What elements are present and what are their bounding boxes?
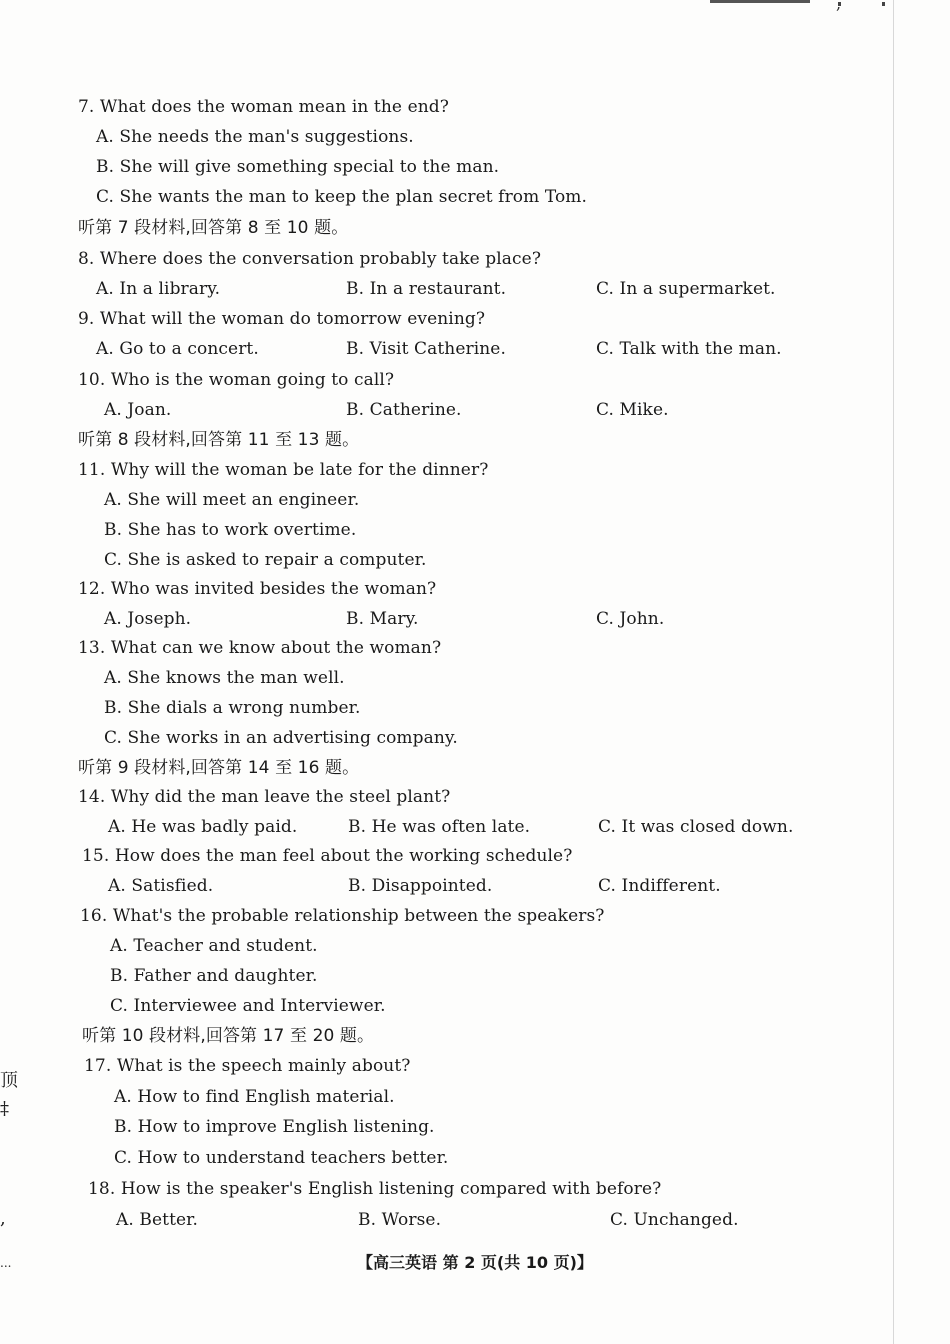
question-10-option-a: A. Joan. <box>104 400 172 420</box>
section-heading-7: 听第 7 段材料,回答第 8 至 10 题。 <box>78 218 349 238</box>
question-17-option-c: C. How to understand teachers better. <box>114 1148 449 1168</box>
question-8-option-c: C. In a supermarket. <box>596 279 776 299</box>
question-13-option-b: B. She dials a wrong number. <box>104 698 361 718</box>
page-footer: 【高三英语 第 2 页(共 10 页)】 <box>357 1253 593 1272</box>
question-8-stem: 8. Where does the conversation probably take place? <box>78 249 542 269</box>
question-18-stem: 18. How is the speaker's English listening compared with before? <box>88 1179 662 1199</box>
question-16-option-b: B. Father and daughter. <box>110 966 318 986</box>
question-12-option-c: C. John. <box>596 609 665 629</box>
section-heading-10: 听第 10 段材料,回答第 17 至 20 题。 <box>82 1026 375 1046</box>
left-edge-artifact: 顶 <box>0 1070 18 1091</box>
left-edge-artifact: ‡ <box>0 1098 9 1119</box>
question-11-stem: 11. Why will the woman be late for the dinner? <box>78 460 489 480</box>
question-12-option-a: A. Joseph. <box>104 609 192 629</box>
question-15-option-b: B. Disappointed. <box>348 876 493 896</box>
question-13-option-c: C. She works in an advertising company. <box>104 728 458 748</box>
question-17-stem: 17. What is the speech mainly about? <box>84 1056 411 1076</box>
left-edge-artifact: ... <box>0 1256 12 1270</box>
question-18-option-c: C. Unchanged. <box>610 1210 739 1230</box>
section-heading-9: 听第 9 段材料,回答第 14 至 16 题。 <box>78 758 360 778</box>
question-18-option-a: A. Better. <box>116 1210 199 1230</box>
question-7-option-b: B. She will give something special to the man. <box>96 157 500 177</box>
question-11-option-b: B. She has to work overtime. <box>104 520 357 540</box>
question-9-stem: 9. What will the woman do tomorrow evening? <box>78 309 486 329</box>
question-17-option-b: B. How to improve English listening. <box>114 1117 435 1137</box>
question-10-option-b: B. Catherine. <box>346 400 462 420</box>
question-14-stem: 14. Why did the man leave the steel plant? <box>78 787 451 807</box>
section-heading-8: 听第 8 段材料,回答第 11 至 13 题。 <box>78 430 360 450</box>
question-17-option-a: A. How to find English material. <box>114 1087 395 1107</box>
question-12-stem: 12. Who was invited besides the woman? <box>78 579 437 599</box>
question-13-option-a: A. She knows the man well. <box>104 668 345 688</box>
question-16-option-a: A. Teacher and student. <box>110 936 318 956</box>
question-9-option-b: B. Visit Catherine. <box>346 339 506 359</box>
question-14-option-c: C. It was closed down. <box>598 817 794 837</box>
question-16-stem: 16. What's the probable relationship between the speakers? <box>80 906 605 926</box>
question-7-option-a: A. She needs the man's suggestions. <box>96 127 414 147</box>
question-9-option-a: A. Go to a concert. <box>96 339 259 359</box>
left-edge-artifact: , <box>0 1208 6 1229</box>
question-14-option-b: B. He was often late. <box>348 817 531 837</box>
question-15-option-c: C. Indifferent. <box>598 876 721 896</box>
scan-mark-top <box>710 0 810 3</box>
question-10-stem: 10. Who is the woman going to call? <box>78 370 395 390</box>
question-15-option-a: A. Satisfied. <box>108 876 214 896</box>
question-7-stem: 7. What does the woman mean in the end? <box>78 97 449 117</box>
question-8-option-a: A. In a library. <box>96 279 221 299</box>
scan-dot <box>882 2 885 6</box>
question-11-option-c: C. She is asked to repair a computer. <box>104 550 427 570</box>
question-9-option-c: C. Talk with the man. <box>596 339 782 359</box>
question-10-option-c: C. Mike. <box>596 400 669 420</box>
header-mark: , <box>836 0 842 13</box>
question-14-option-a: A. He was badly paid. <box>108 817 298 837</box>
question-7-option-c: C. She wants the man to keep the plan secret from Tom. <box>96 187 588 207</box>
question-16-option-c: C. Interviewee and Interviewer. <box>110 996 386 1016</box>
right-page-edge <box>893 0 894 1344</box>
question-13-stem: 13. What can we know about the woman? <box>78 638 442 658</box>
question-8-option-b: B. In a restaurant. <box>346 279 507 299</box>
question-12-option-b: B. Mary. <box>346 609 419 629</box>
question-15-stem: 15. How does the man feel about the working schedule? <box>82 846 573 866</box>
question-18-option-b: B. Worse. <box>358 1210 442 1230</box>
question-11-option-a: A. She will meet an engineer. <box>104 490 360 510</box>
